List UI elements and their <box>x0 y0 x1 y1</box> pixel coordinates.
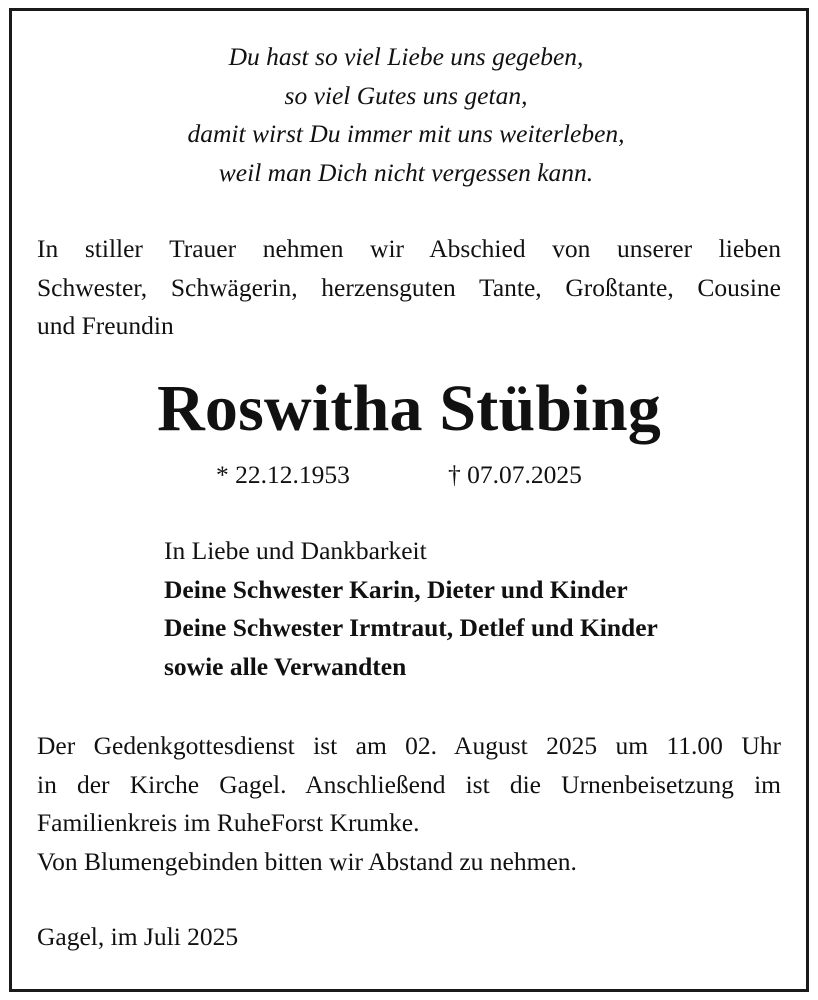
mourners-intro: In Liebe und Dankbarkeit <box>164 536 427 565</box>
mourning-intro <box>37 230 781 346</box>
mourners-block <box>164 532 658 686</box>
place-and-date: Gagel, im Juli 2025 <box>37 922 239 951</box>
service-line: Der Gedenkgottesdienst ist am 02. August 2025 um 11.00 Uhr <box>37 731 781 760</box>
intro-line: Schwester, Schwägerin, herzensguten Tante, Großtante, Cousine <box>37 272 781 302</box>
memorial-poem <box>0 38 812 192</box>
intro-line: und Freundin <box>37 311 174 340</box>
service-info <box>37 727 781 881</box>
mourner-line: Deine Schwester Karin, Dieter und Kinder <box>164 574 628 604</box>
mourner-line: sowie alle Verwandten <box>164 651 407 681</box>
mourner-line: Deine Schwester Irmtraut, Detlef und Kinder <box>164 613 658 642</box>
poem-line: weil man Dich nicht vergessen kann. <box>218 157 594 187</box>
service-line: Familienkreis im RuheForst Krumke. <box>37 808 420 837</box>
poem-line: so viel Gutes uns getan, <box>284 80 528 110</box>
service-line: Von Blumengebinden bitten wir Abstand zu nehmen. <box>37 846 577 876</box>
birth-date: * 22.12.1953 <box>216 460 350 489</box>
poem-line: damit wirst Du immer mit uns weiterleben, <box>187 119 625 148</box>
service-line: in der Kirche Gagel. Anschließend ist die Urnenbeisetzung im <box>37 769 781 799</box>
death-date: † 07.07.2025 <box>448 460 582 489</box>
deceased-name: Roswitha Stübing <box>157 372 661 445</box>
intro-line: In stiller Trauer nehmen wir Abschied von unserer lieben <box>37 234 781 263</box>
poem-line: Du hast so viel Liebe uns gegeben, <box>228 42 584 71</box>
